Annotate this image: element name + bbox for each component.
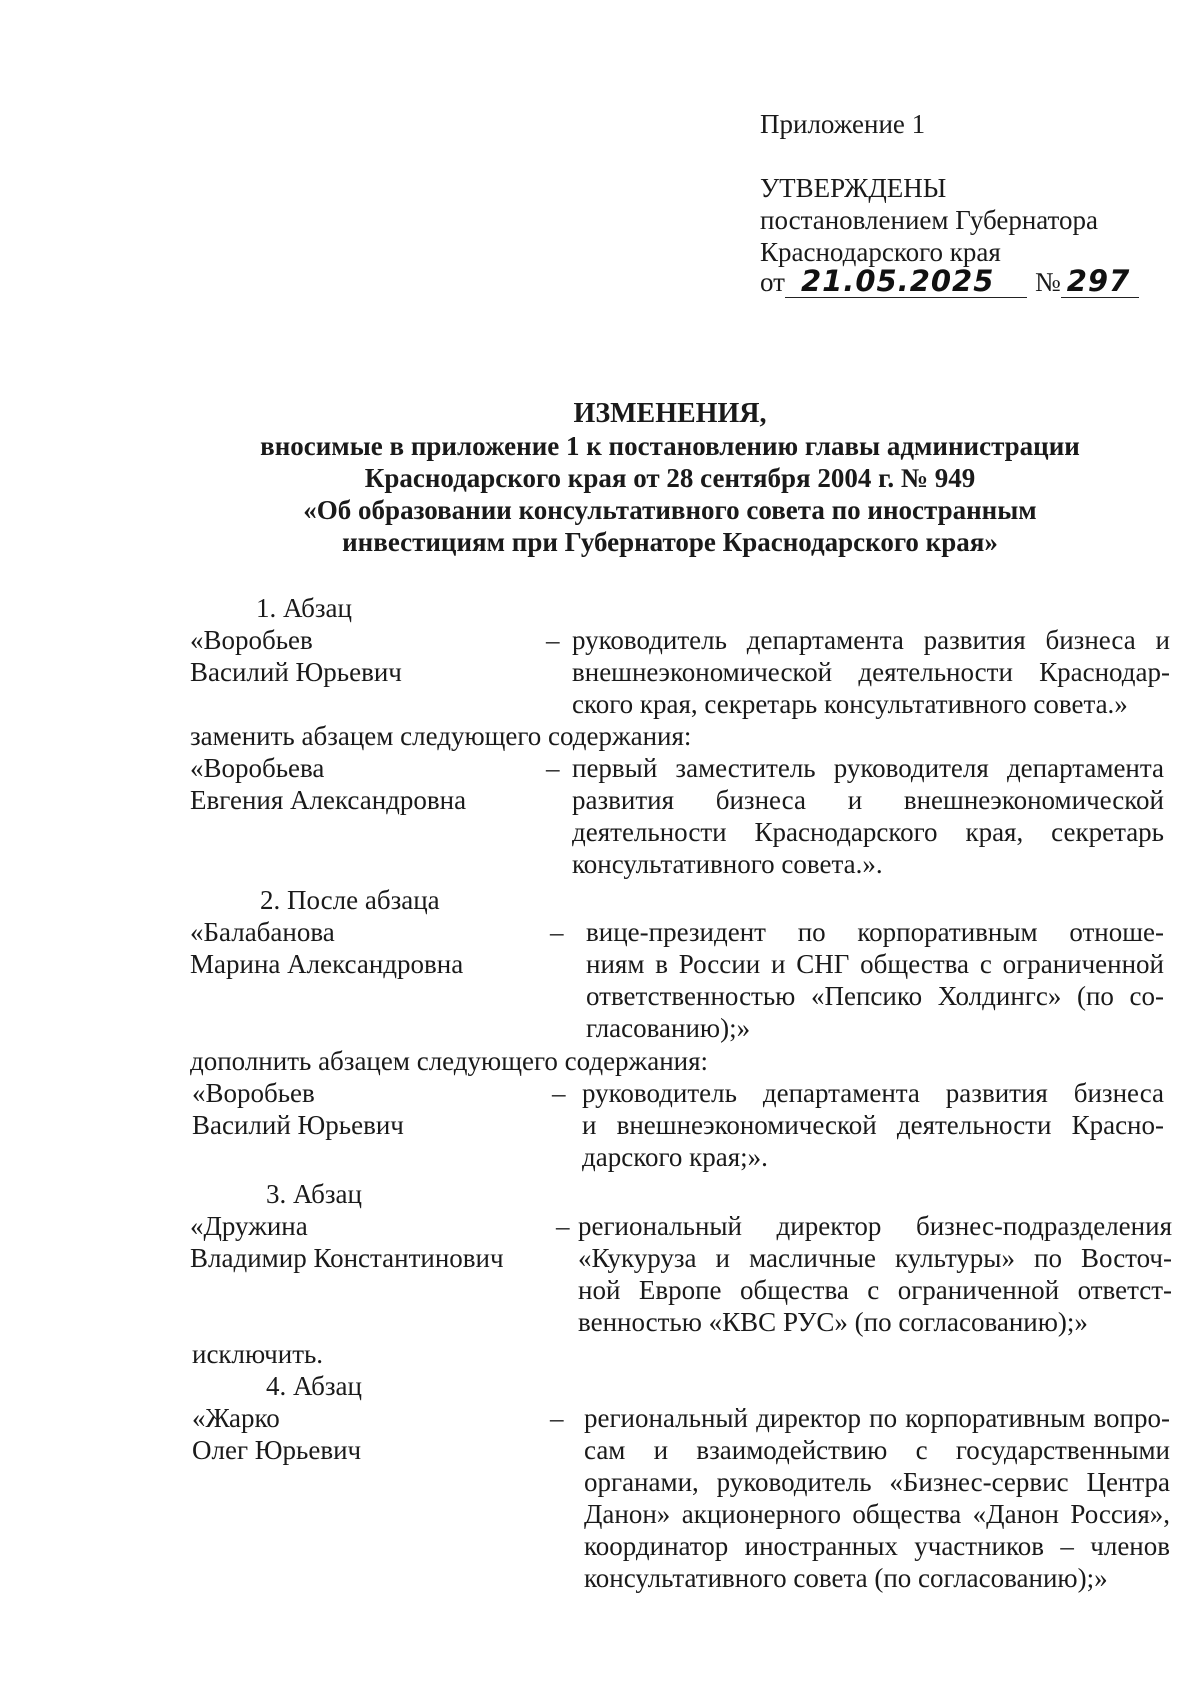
dash-separator: – (556, 1211, 570, 1241)
dash-separator: – (550, 917, 564, 947)
date-field (785, 266, 1027, 298)
person-description: руководитель департамента развития бизнеса и внешнеэкономической деятельности Красно- дарского края;». (582, 1078, 1164, 1172)
person-name: Марина Александровна (190, 949, 464, 979)
document-heading: ИЗМЕНЕНИЯ, (573, 398, 767, 429)
dash-separator: – (552, 1078, 566, 1108)
title-line: инвестициям при Губернаторе Краснодарского края» (342, 527, 998, 557)
section-2-heading: 2. После абзаца (260, 885, 440, 915)
person-name: «Воробьев (190, 625, 313, 655)
person-name: «Дружина (190, 1211, 308, 1241)
approved-by-line2: Краснодарского края (760, 237, 1001, 267)
number-field (1061, 266, 1139, 298)
person-name: Василий Юрьевич (190, 657, 402, 687)
person-name: Владимир Константинович (190, 1243, 504, 1273)
person-name: Евгения Александровна (190, 785, 467, 815)
person-name: «Балабанова (190, 917, 335, 947)
person-description: первый заместитель руководителя департамента развития бизнеса и внешнеэкономической деятельности Краснодарского края, секретарь консультативного совета.». (572, 753, 1164, 879)
handwritten-date: 21.05.2025 (800, 264, 995, 298)
person-name: «Воробьев (192, 1078, 315, 1108)
person-name: «Жарко (192, 1403, 280, 1433)
instruction-text: заменить абзацем следующего содержания: (190, 721, 692, 751)
handwritten-number: 297 (1066, 264, 1131, 298)
section-1-heading: 1. Абзац (256, 593, 352, 623)
section-4-heading: 4. Абзац (266, 1371, 362, 1401)
person-description: вице-президент по корпоративным отноше- ниям в России и СНГ общества с ограниченной ответственностью «Пепсико Холдингс» (по со- гласованию);» (586, 917, 1164, 1043)
approved-label: УТВЕРЖДЕНЫ (760, 173, 947, 203)
instruction-text: исключить. (192, 1339, 324, 1369)
person-name: Олег Юрьевич (192, 1435, 362, 1465)
date-number-line (760, 266, 1139, 298)
person-description: региональный директор бизнес-подразделения «Кукуруза и масличные культуры» по Восточ- ной Европе общества с ограниченной ответст- венностью «КВС РУС» (по согласованию);» (578, 1211, 1172, 1337)
dash-separator: – (546, 625, 560, 655)
appendix-label: Приложение 1 (760, 109, 926, 139)
number-label: № (1034, 267, 1061, 297)
person-description: руководитель департамента развития бизнеса и внешнеэкономической деятельности Краснодар- ского края, секретарь консультативного совета.» (572, 625, 1170, 719)
approved-by-line1: постановлением Губернатора (760, 205, 1098, 235)
person-name: Василий Юрьевич (192, 1110, 404, 1140)
dash-separator: – (550, 1403, 564, 1433)
person-name: «Воробьева (190, 753, 325, 783)
dash-separator: – (546, 753, 560, 783)
title-line: «Об образовании консультативного совета по иностранным (303, 495, 1037, 525)
section-3-heading: 3. Абзац (266, 1179, 362, 1209)
person-description: региональный директор по корпоративным вопро- сам и взаимодействию с государственными органами, руководитель «Бизнес-сервис Центра Данон» акционерного общества «Данон Россия», координатор иностранных участников – членов консультативного совета (по согласованию);» (584, 1403, 1170, 1593)
date-from-label: от (760, 267, 785, 297)
instruction-text: дополнить абзацем следующего содержания: (190, 1046, 709, 1076)
document-title (0, 430, 1200, 558)
title-line: Краснодарского края от 28 сентября 2004 г. № 949 (364, 463, 976, 493)
title-line: вносимые в приложение 1 к постановлению главы администрации (260, 431, 1080, 461)
